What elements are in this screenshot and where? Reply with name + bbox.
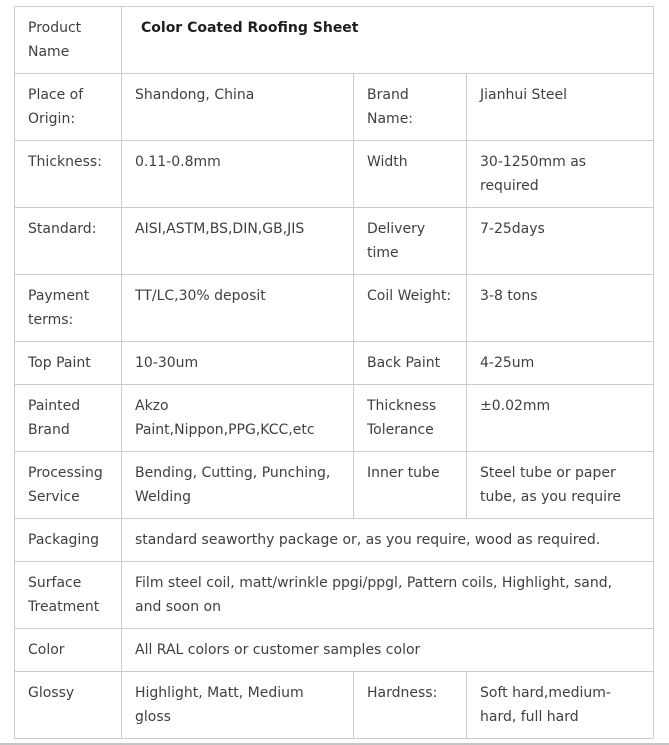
processing-service-value: Bending, Cutting, Punching, Welding: [122, 452, 354, 519]
row-packaging: [15, 519, 654, 562]
thickness-tolerance-label: Thickness Tolerance: [354, 385, 467, 452]
row-product-name: [15, 7, 654, 74]
width-label: Width: [354, 141, 467, 208]
color-value: All RAL colors or customer samples color: [122, 629, 654, 672]
row-standard-delivery: [15, 208, 654, 275]
row-thickness-width: [15, 141, 654, 208]
packaging-value: standard seaworthy package or, as you require, wood as required.: [122, 519, 654, 562]
width-value: 30-1250mm as required: [467, 141, 654, 208]
row-paintedbrand-tolerance: [15, 385, 654, 452]
product-name-label: Product Name: [15, 7, 122, 74]
standard-label: Standard:: [15, 208, 122, 275]
product-name-value: Color Coated Roofing Sheet: [122, 7, 654, 74]
surface-treatment-value: Film steel coil, matt/wrinkle ppgi/ppgl, Pattern coils, Highlight, sand, and soon on: [122, 562, 654, 629]
glossy-value: Highlight, Matt, Medium gloss: [122, 672, 354, 739]
coil-weight-value: 3-8 tons: [467, 275, 654, 342]
place-of-origin-label: Place of Origin:: [15, 74, 122, 141]
inner-tube-label: Inner tube: [354, 452, 467, 519]
brand-name-label: Brand Name:: [354, 74, 467, 141]
row-payment-coilweight: [15, 275, 654, 342]
glossy-label: Glossy: [15, 672, 122, 739]
row-color: [15, 629, 654, 672]
row-glossy-hardness: [15, 672, 654, 739]
packaging-label: Packaging: [15, 519, 122, 562]
standard-value: AISI,ASTM,BS,DIN,GB,JIS: [122, 208, 354, 275]
delivery-time-value: 7-25days: [467, 208, 654, 275]
row-origin-brand: [15, 74, 654, 141]
payment-terms-value: TT/LC,30% deposit: [122, 275, 354, 342]
back-paint-value: 4-25um: [467, 342, 654, 385]
row-surface-treatment: [15, 562, 654, 629]
hardness-value: Soft hard,medium-hard, full hard: [467, 672, 654, 739]
delivery-time-label: Delivery time: [354, 208, 467, 275]
inner-tube-value: Steel tube or paper tube, as you require: [467, 452, 654, 519]
color-label: Color: [15, 629, 122, 672]
coil-weight-label: Coil Weight:: [354, 275, 467, 342]
product-spec-table: [14, 6, 654, 739]
top-paint-value: 10-30um: [122, 342, 354, 385]
brand-name-value: Jianhui Steel: [467, 74, 654, 141]
hardness-label: Hardness:: [354, 672, 467, 739]
painted-brand-value: Akzo Paint,Nippon,PPG,KCC,etc: [122, 385, 354, 452]
row-processing-innertube: [15, 452, 654, 519]
thickness-label: Thickness:: [15, 141, 122, 208]
back-paint-label: Back Paint: [354, 342, 467, 385]
surface-treatment-label: Surface Treatment: [15, 562, 122, 629]
place-of-origin-value: Shandong, China: [122, 74, 354, 141]
top-paint-label: Top Paint: [15, 342, 122, 385]
payment-terms-label: Payment terms:: [15, 275, 122, 342]
thickness-tolerance-value: ±0.02mm: [467, 385, 654, 452]
processing-service-label: Processing Service: [15, 452, 122, 519]
row-toppaint-backpaint: [15, 342, 654, 385]
painted-brand-label: Painted Brand: [15, 385, 122, 452]
thickness-value: 0.11-0.8mm: [122, 141, 354, 208]
